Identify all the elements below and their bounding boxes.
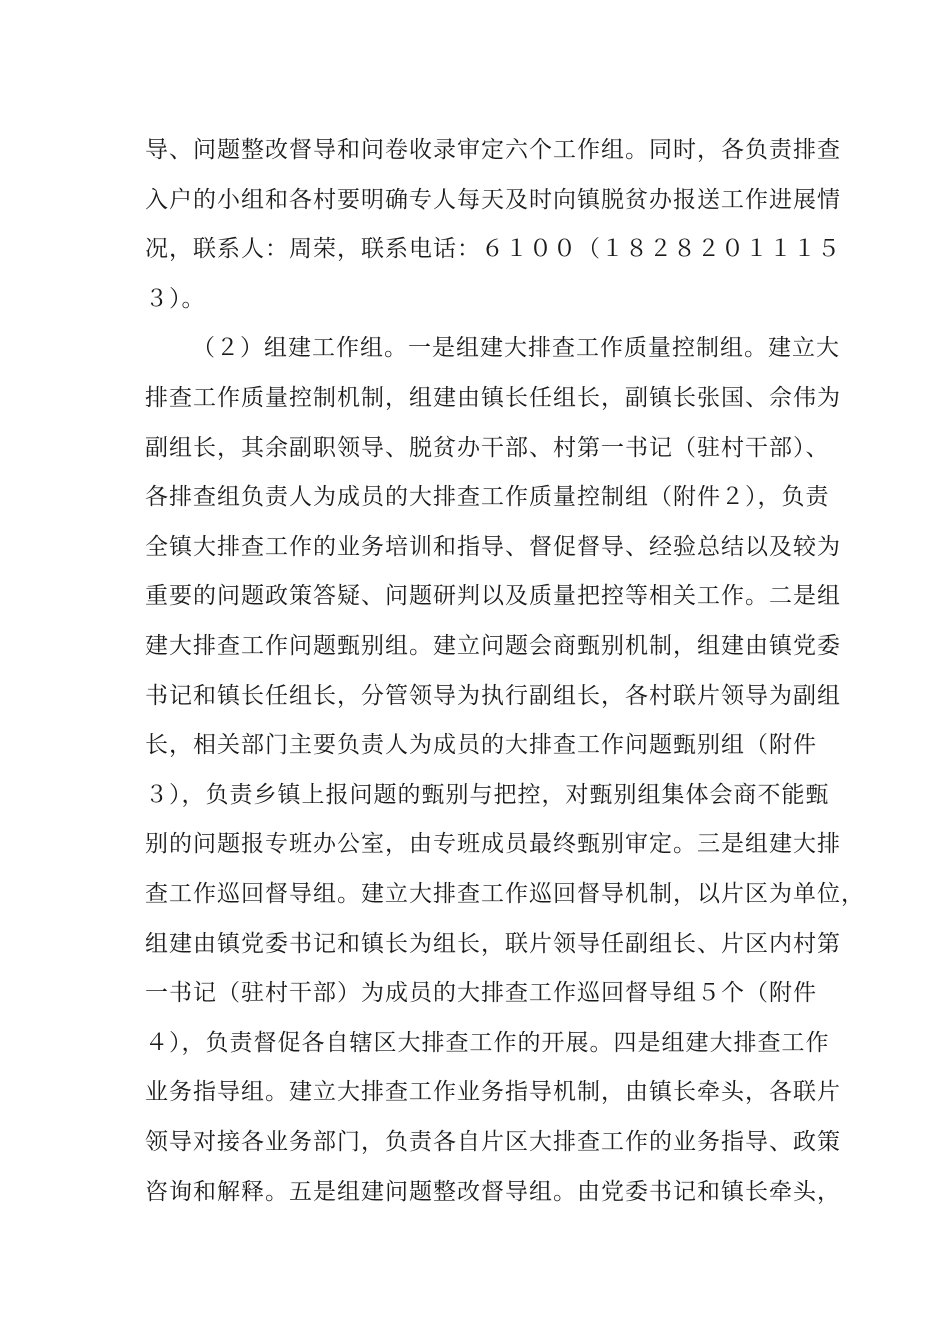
text-line: 查工作巡回督导组。建立大排查工作巡回督导机制，以片区为单位， (145, 881, 865, 907)
text-line: 建大排查工作问题甄别组。建立问题会商甄别机制，组建由镇党委 (145, 633, 841, 659)
text-line: 领导对接各业务部门，负责各自片区大排查工作的业务指导、政策 (145, 1129, 841, 1155)
text-line: 书记和镇长任组长，分管领导为执行副组长，各村联片领导为副组 (145, 682, 841, 709)
text-line: 排查工作质量控制机制，组建由镇长任组长，副镇长张国、佘伟为 (145, 385, 841, 411)
text-line: 况，联系人：周荣，联系电话：６１００（１８２８２０１１１５ (145, 236, 841, 263)
text-line: 各排查组负责人为成员的大排查工作质量控制组（附件２），负责 (145, 484, 830, 511)
text-line: 全镇大排查工作的业务培训和指导、督促督导、经验总结以及较为 (145, 533, 841, 560)
text-line: 一书记（驻村干部）为成员的大排查工作巡回督导组５个（附件 (145, 980, 817, 1007)
text-line: 副组长，其余副职领导、脱贫办干部、村第一书记（驻村干部）、 (145, 434, 830, 461)
text-line: 重要的问题政策答疑、问题研判以及质量把控等相关工作。二是组 (145, 583, 841, 610)
text-line: 长，相关部门主要负责人为成员的大排查工作问题甄别组（附件 (145, 732, 817, 759)
text-line: ４），负责督促各自辖区大排查工作的开展。四是组建大排查工作 (145, 1029, 830, 1056)
text-line: ３）。 (145, 285, 206, 312)
text-line: 入户的小组和各村要明确专人每天及时向镇脱贫办报送工作进展情 (145, 186, 841, 213)
text-line: 咨询和解释。五是组建问题整改督导组。由党委书记和镇长牵头， (145, 1178, 841, 1205)
text-line: ３），负责乡镇上报问题的甄别与把控，对甄别组集体会商不能甄 (145, 781, 830, 808)
paragraph-first-line: （２）组建工作组。一是组建大排查工作质量控制组。建立大 (192, 335, 840, 362)
text-line: 业务指导组。建立大排查工作业务指导机制，由镇长牵头，各联片 (145, 1079, 841, 1106)
text-line: 组建由镇党委书记和镇长为组长，联片领导任副组长、片区内村第 (145, 930, 841, 957)
text-line: 别的问题报专班办公室，由专班成员最终甄别审定。三是组建大排 (145, 831, 841, 858)
text-line: 导、问题整改督导和问卷收录审定六个工作组。同时，各负责排查 (145, 137, 841, 163)
